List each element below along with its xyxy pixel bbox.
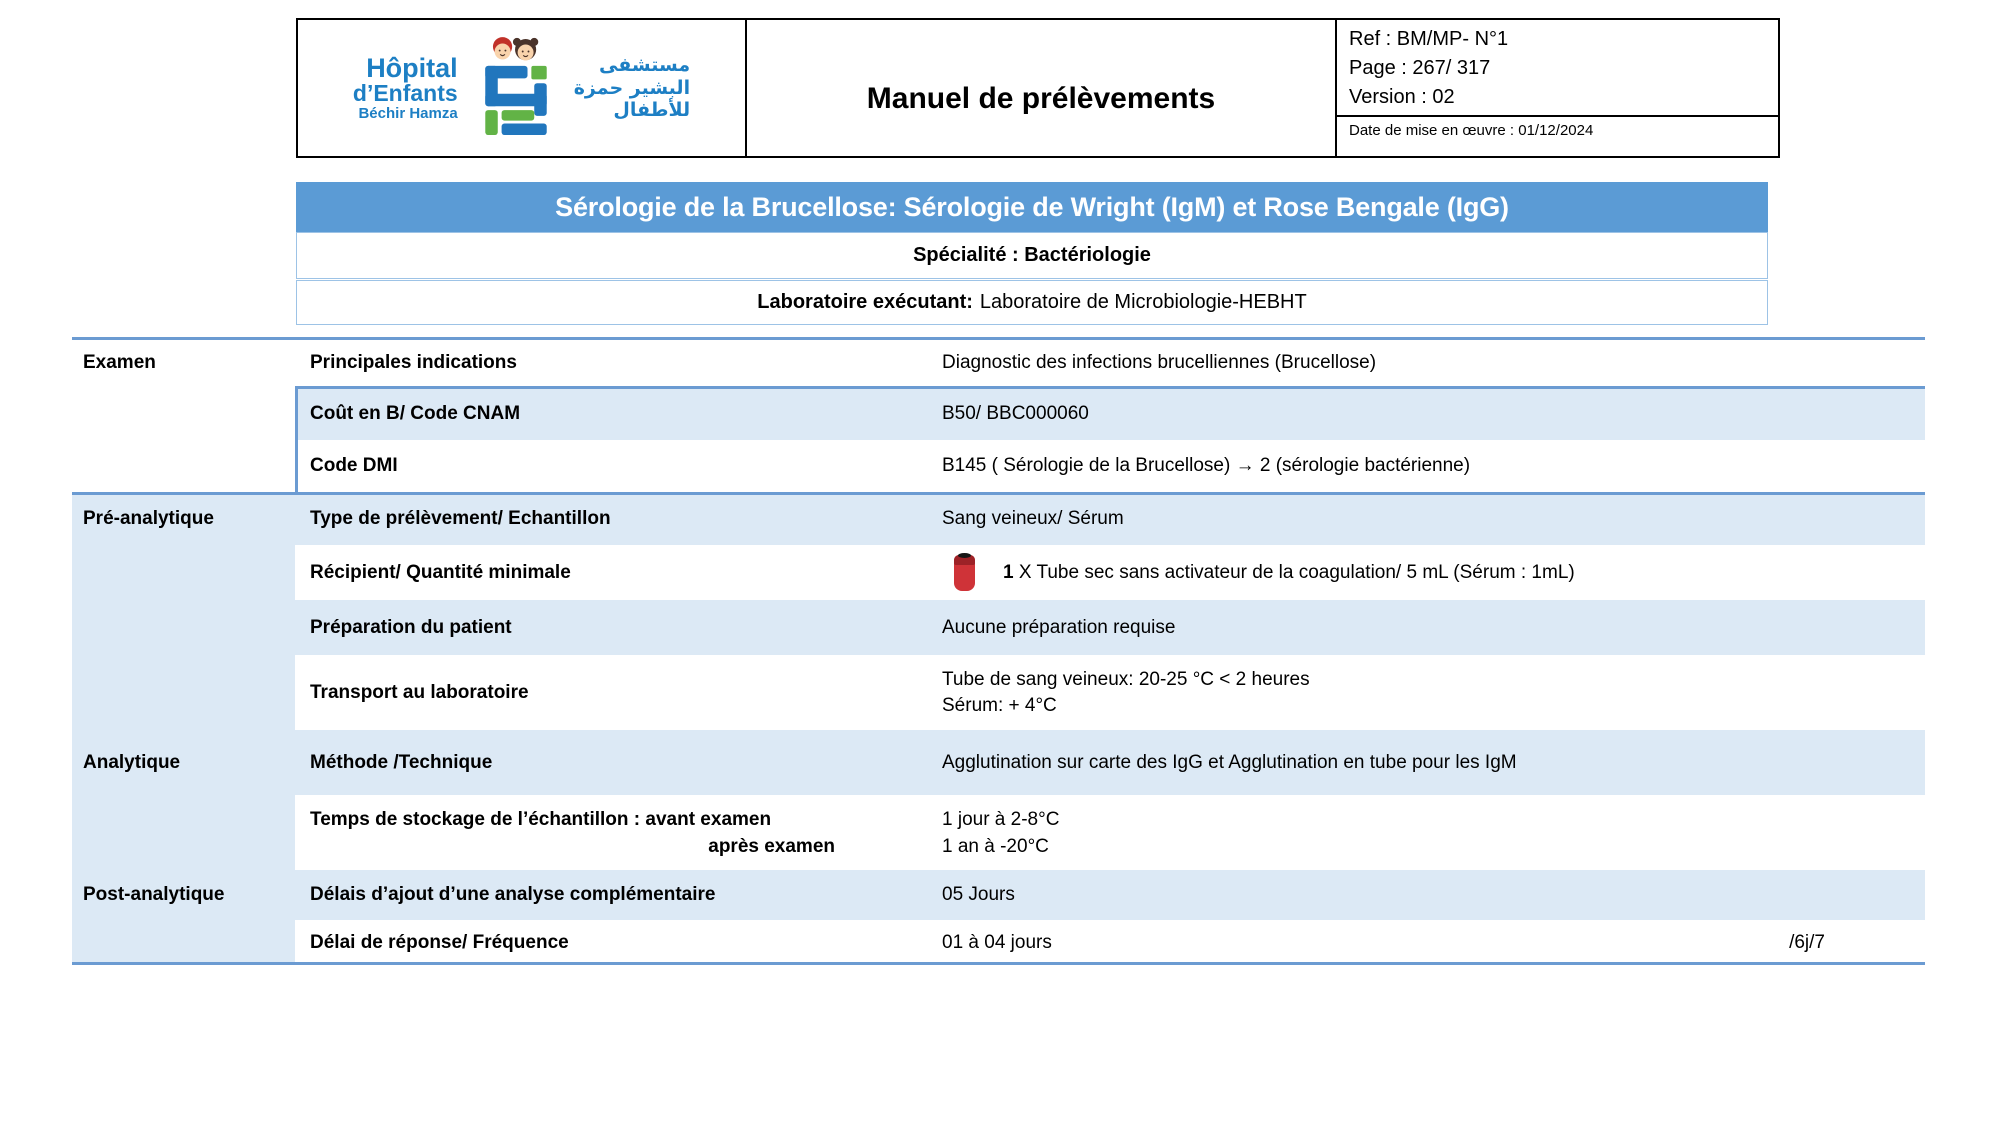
logo-text-line: للأطفال [613,99,691,122]
row-value: B145 ( Sérologie de la Brucellose) → 2 (sérologie bactérienne) [942,455,1471,476]
label-cell [295,492,940,545]
section-label: Examen [83,351,156,373]
value-cell [940,440,1925,492]
label-cell [295,920,940,965]
value-cell [940,730,1925,795]
table-border-mid1 [295,386,1925,389]
section-cell [72,492,295,545]
specialty-value: Bactériologie [1024,244,1151,266]
table-row [72,388,1925,440]
blood-tube-icon [954,555,975,591]
section-cell [72,545,295,600]
logo-text-line: Hôpital [366,52,458,83]
row-value: X Tube sec sans activateur de la coagulation/ 5 mL (Sérum : 1mL) [1013,561,1575,583]
value-cell [940,870,1925,920]
row-label: Délai de réponse/ Fréquence [310,931,569,953]
value-cell [940,920,1925,965]
exam-title-banner [296,182,1768,232]
table-row [72,600,1925,655]
row-label: Type de prélèvement/ Echantillon [310,507,611,529]
row-label: Principales indications [310,351,517,373]
table-row [72,545,1925,600]
section-label: Analytique [83,751,181,773]
row-label: Préparation du patient [310,616,512,638]
row-value: B50/ BBC000060 [942,403,1089,424]
section-cell [72,337,295,388]
value-cell [940,655,1925,730]
row-label: Transport au laboratoire [310,681,529,703]
section-cell [72,440,295,492]
table-row [72,440,1925,492]
table-row [72,870,1925,920]
hospital-name-french [352,52,458,122]
logo-text-line: Béchir Hamza [358,104,458,122]
section-cell [72,920,295,965]
ref-number: Ref : BM/MP- N°1 [1349,28,1509,50]
logo-text-line: البشير حمزة [573,76,691,99]
page-number: Page : 267/ 317 [1349,57,1491,79]
value-cell [940,337,1925,388]
row-value-line: 1 an à -20°C [942,835,1049,857]
row-value: 05 Jours [942,884,1015,905]
table-row [72,730,1925,795]
section-label: Post-analytique [83,884,225,905]
exam-details-table [72,337,1925,965]
table-row [72,492,1925,545]
hospital-logo-icon [468,33,564,143]
table-border-mid2 [72,492,1925,495]
section-cell [72,795,295,870]
row-value: 01 à 04 jours [942,931,1052,953]
specialty-row [296,232,1768,279]
section-label: Pré-analytique [83,507,214,529]
reference-lines [1337,20,1778,115]
laboratory-label: Laboratoire exécutant: [757,291,973,313]
value-cell [940,492,1925,545]
row-label-line: après examen [708,835,835,857]
specialty-label: Spécialité : [913,244,1019,266]
value-cell [940,600,1925,655]
hospital-logo [298,20,745,156]
table-row [72,655,1925,730]
section-cell [72,655,295,730]
table-border-vertical [295,386,298,492]
version-number: Version : 02 [1349,86,1455,108]
row-value: Aucune préparation requise [942,616,1176,638]
table-row [72,337,1925,388]
document-header [296,18,1780,158]
label-cell [295,545,940,600]
section-cell [72,388,295,440]
section-cell [72,600,295,655]
manual-title-cell [745,20,1337,156]
label-cell [295,730,940,795]
label-cell [295,600,940,655]
row-label: Coût en B/ Code CNAM [310,403,521,424]
label-cell [295,337,940,388]
label-cell [295,655,940,730]
document-title: Manuel de prélèvements [866,82,1216,115]
row-value: Diagnostic des infections brucelliennes (Brucellose) [942,351,1377,373]
tube-count: 1 [1003,561,1014,583]
value-cell [940,795,1925,870]
label-cell [295,870,940,920]
reference-block [1337,20,1778,156]
hospital-name-arabic [574,54,690,121]
logo-text-line: d’Enfants [352,80,458,107]
label-cell [295,440,940,492]
frequency-value: /6j/7 [1789,931,1825,953]
row-label: Code DMI [310,455,398,476]
label-cell [295,388,940,440]
row-value: Agglutination sur carte des IgG et Agglutination en tube pour les IgM [942,751,1517,773]
value-cell [940,388,1925,440]
row-label: Récipient/ Quantité minimale [310,561,571,583]
section-cell [72,730,295,795]
row-label: Délais d’ajout d’une analyse complémentaire [310,884,716,905]
row-label: Méthode /Technique [310,751,493,773]
logo-text-line: مستشفى [599,54,691,77]
row-value-line: 1 jour à 2-8°C [942,808,1060,830]
table-row [72,920,1925,965]
exam-title: Sérologie de la Brucellose: Sérologie de Wright (IgM) et Rose Bengale (IgG) [555,191,1509,222]
laboratory-row [296,280,1768,325]
table-row [72,795,1925,870]
laboratory-value: Laboratoire de Microbiologie-HEBHT [979,291,1307,313]
label-cell [295,795,940,870]
value-cell [940,545,1925,600]
row-value-line: Sérum: + 4°C [942,694,1057,716]
row-label-line: Temps de stockage de l’échantillon : avant examen [310,808,772,830]
table-border-top [72,337,1925,340]
row-value-line: Tube de sang veineux: 20-25 °C < 2 heures [942,668,1310,690]
effective-date: Date de mise en œuvre : 01/12/2024 [1337,115,1778,156]
table-border-bottom [72,962,1925,965]
section-cell [72,870,295,920]
row-value: Sang veineux/ Sérum [942,507,1124,529]
